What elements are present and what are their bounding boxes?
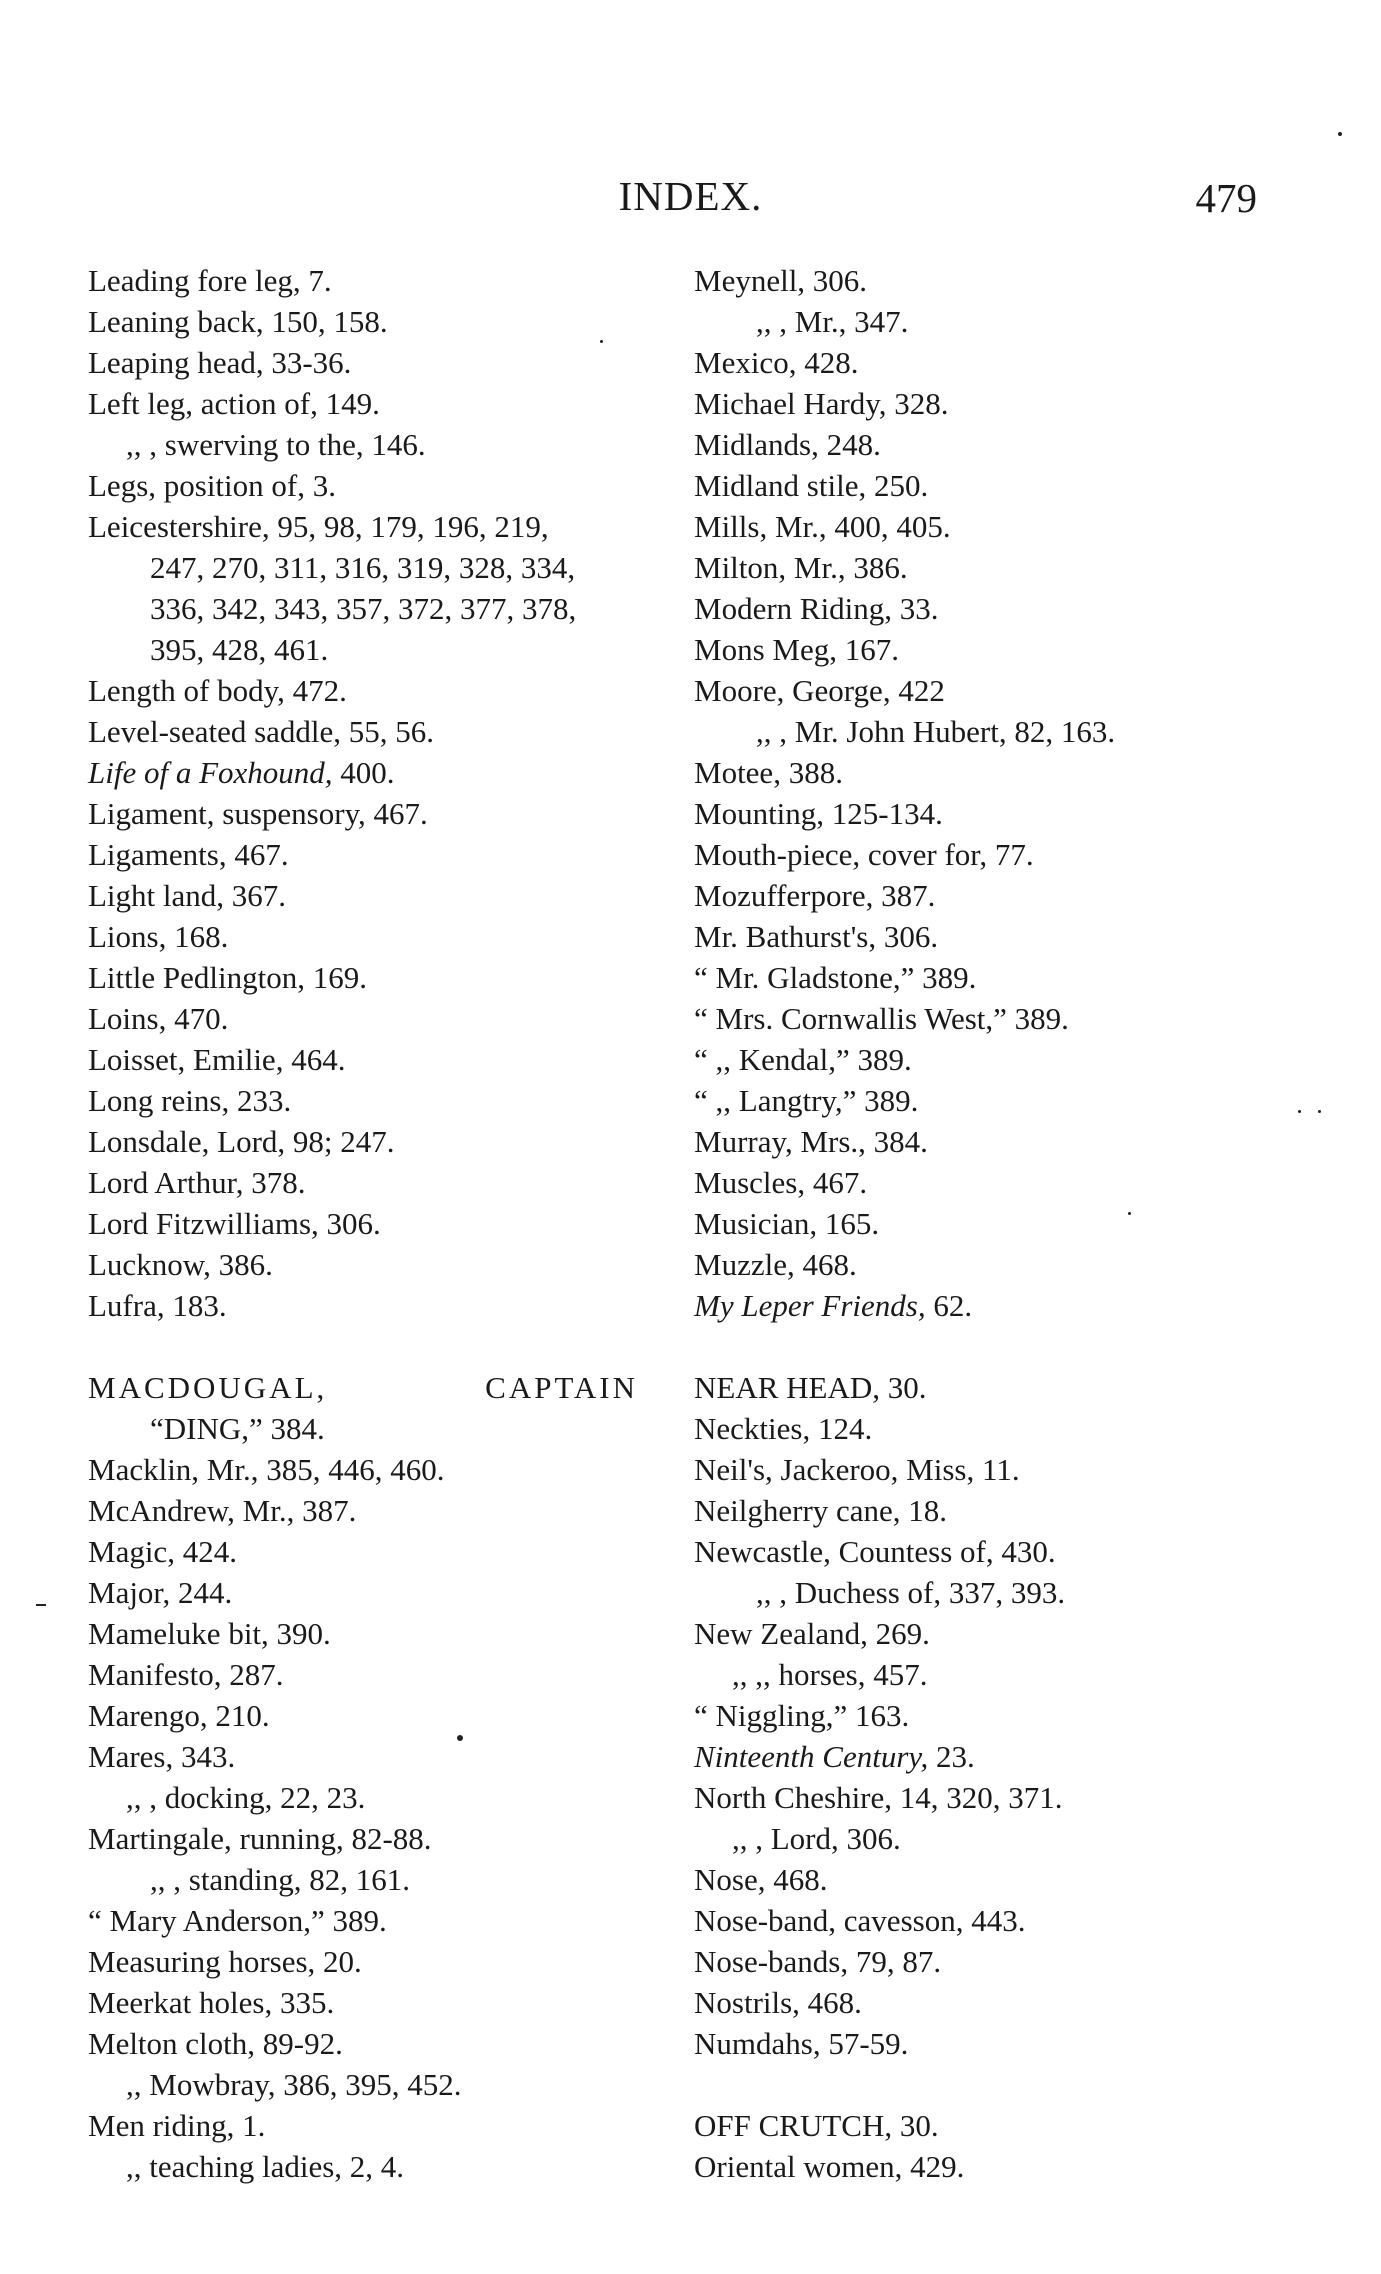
index-entry: Length of body, 472. — [88, 673, 347, 708]
entry-italic-title: Ninteenth Century, — [694, 1739, 929, 1774]
index-entry: Meerkat holes, 335. — [88, 1985, 335, 2020]
index-entry: Mouth-piece, cover for, 77. — [694, 837, 1034, 872]
entry-pages: 62. — [925, 1288, 973, 1323]
print-speck — [600, 340, 603, 343]
index-entry: “ Niggling,” 163. — [694, 1698, 910, 1733]
index-column-right — [694, 260, 1334, 2187]
index-entry: Nostrils, 468. — [694, 1985, 862, 2020]
index-entry: Lions, 168. — [88, 919, 229, 954]
index-entry: Neilgherry cane, 18. — [694, 1493, 948, 1528]
index-entry: “ Mr. Gladstone,” 389. — [694, 960, 977, 995]
page-number: 479 — [1195, 175, 1257, 221]
index-entry: Level-seated saddle, 55, 56. — [88, 714, 435, 749]
index-entry: Major, 244. — [88, 1575, 233, 1610]
index-entry: ,, Mowbray, 386, 395, 452. — [126, 2067, 462, 2102]
index-entry: Murray, Mrs., 384. — [694, 1124, 928, 1159]
index-entry: Musician, 165. — [694, 1206, 880, 1241]
index-entry: 247, 270, 311, 316, 319, 328, 334, — [150, 550, 576, 585]
index-entry: Loisset, Emilie, 464. — [88, 1042, 346, 1077]
index-entry: Lucknow, 386. — [88, 1247, 273, 1282]
index-entry: Modern Riding, 33. — [694, 591, 939, 626]
index-entry: Martingale, running, 82-88. — [88, 1821, 432, 1856]
index-entry: Meynell, 306. — [694, 263, 868, 298]
index-entry: North Cheshire, 14, 320, 371. — [694, 1780, 1063, 1815]
index-entry: Mounting, 125-134. — [694, 796, 943, 831]
index-entry: 336, 342, 343, 357, 372, 377, 378, — [150, 591, 577, 626]
index-entry: ,, , standing, 82, 161. — [150, 1862, 411, 1897]
index-entry: Marengo, 210. — [88, 1698, 270, 1733]
index-entry: “ Mrs. Cornwallis West,” 389. — [694, 1001, 1069, 1036]
index-entry: 395, 428, 461. — [150, 632, 329, 667]
entry-heading-part: MACDOUGAL, — [88, 1370, 328, 1405]
page-title: INDEX. — [618, 173, 763, 219]
index-entry: “ ,, Langtry,” 389. — [694, 1083, 919, 1118]
index-entry: Little Pedlington, 169. — [88, 960, 367, 995]
index-entry: Loins, 470. — [88, 1001, 229, 1036]
print-speck — [1128, 1212, 1131, 1215]
index-entry: Midland stile, 250. — [694, 468, 929, 503]
print-speck — [36, 1604, 46, 1606]
index-entry: Milton, Mr., 386. — [694, 550, 908, 585]
print-speck — [1318, 1110, 1321, 1113]
entry-italic-title: Life of a Foxhound, — [88, 755, 333, 790]
page-header — [0, 172, 1381, 232]
index-entry — [694, 1285, 1334, 1326]
index-entry: Midlands, 248. — [694, 427, 881, 462]
index-entry: Lonsdale, Lord, 98; 247. — [88, 1124, 395, 1159]
index-entry: Ligaments, 467. — [88, 837, 289, 872]
index-entry: Manifesto, 287. — [88, 1657, 284, 1692]
index-entry: Lord Fitzwilliams, 306. — [88, 1206, 381, 1241]
index-entry: Mons Meg, 167. — [694, 632, 899, 667]
index-entry: Measuring horses, 20. — [88, 1944, 362, 1979]
print-speck — [457, 1735, 463, 1741]
index-entry: Moore, George, 422 — [694, 673, 945, 708]
index-entry: Mills, Mr., 400, 405. — [694, 509, 951, 544]
index-entry: ,, , Mr., 347. — [756, 304, 909, 339]
index-entry — [88, 1367, 648, 1408]
index-entry: Light land, 367. — [88, 878, 287, 913]
entry-italic-title: My Leper Friends, — [694, 1288, 926, 1323]
entry-pages: 23. — [928, 1739, 975, 1774]
index-entry: Nose-bands, 79, 87. — [694, 1944, 942, 1979]
index-entry: Lufra, 183. — [88, 1288, 227, 1323]
index-entry: Mares, 343. — [88, 1739, 236, 1774]
index-entry: Newcastle, Countess of, 430. — [694, 1534, 1056, 1569]
index-entry: Motee, 388. — [694, 755, 843, 790]
index-entry: Legs, position of, 3. — [88, 468, 336, 503]
index-entry: “ ,, Kendal,” 389. — [694, 1042, 912, 1077]
index-entry: ,, teaching ladies, 2, 4. — [126, 2149, 405, 2184]
index-entry: Leaping head, 33-36. — [88, 345, 352, 380]
index-entry: Leading fore leg, 7. — [88, 263, 332, 298]
index-entry: Leicestershire, 95, 98, 179, 196, 219, — [88, 509, 549, 544]
index-entry: Nose-band, cavesson, 443. — [694, 1903, 1026, 1938]
index-entry: Michael Hardy, 328. — [694, 386, 949, 421]
index-entry: ,, , docking, 22, 23. — [126, 1780, 366, 1815]
index-entry: McAndrew, Mr., 387. — [88, 1493, 357, 1528]
index-entry: Left leg, action of, 149. — [88, 386, 380, 421]
index-entry — [694, 1736, 1334, 1777]
index-entry: New Zealand, 269. — [694, 1616, 930, 1651]
index-entry: Mr. Bathurst's, 306. — [694, 919, 939, 954]
index-entry: OFF CRUTCH, 30. — [694, 2108, 939, 2143]
index-entry: Neil's, Jackeroo, Miss, 11. — [694, 1452, 1020, 1487]
entry-pages: 400. — [332, 755, 395, 790]
index-entry: Mozufferpore, 387. — [694, 878, 936, 913]
index-entry: ,, , Lord, 306. — [732, 1821, 901, 1856]
index-entry: Neckties, 124. — [694, 1411, 873, 1446]
index-entry: Men riding, 1. — [88, 2108, 266, 2143]
index-entry: Numdahs, 57-59. — [694, 2026, 909, 2061]
index-entry: Oriental women, 429. — [694, 2149, 965, 2184]
index-entry: Lord Arthur, 378. — [88, 1165, 306, 1200]
index-entry: “DING,” 384. — [150, 1411, 325, 1446]
index-entry: Leaning back, 150, 158. — [88, 304, 388, 339]
index-entry: Long reins, 233. — [88, 1083, 292, 1118]
index-entry: ,, ,, horses, 457. — [732, 1657, 928, 1692]
index-column-left — [88, 260, 648, 2187]
index-entry — [88, 752, 648, 793]
index-entry: Melton cloth, 89-92. — [88, 2026, 343, 2061]
print-speck — [1338, 132, 1342, 136]
index-entry: “ Mary Anderson,” 389. — [88, 1903, 387, 1938]
index-entry: ,, , Mr. John Hubert, 82, 163. — [756, 714, 1116, 749]
print-speck — [1298, 1110, 1301, 1113]
index-entry: Macklin, Mr., 385, 446, 460. — [88, 1452, 445, 1487]
index-entry: Ligament, suspensory, 467. — [88, 796, 428, 831]
index-entry: ,, , Duchess of, 337, 393. — [756, 1575, 1066, 1610]
entry-heading-part: CAPTAIN — [485, 1370, 638, 1405]
index-entry: Magic, 424. — [88, 1534, 237, 1569]
index-entry: Muscles, 467. — [694, 1165, 868, 1200]
index-entry: NEAR HEAD, 30. — [694, 1370, 927, 1405]
index-entry: Mexico, 428. — [694, 345, 859, 380]
index-entry: Nose, 468. — [694, 1862, 828, 1897]
index-entry: ,, , swerving to the, 146. — [126, 427, 426, 462]
index-entry: Muzzle, 468. — [694, 1247, 857, 1282]
index-entry: Mameluke bit, 390. — [88, 1616, 331, 1651]
